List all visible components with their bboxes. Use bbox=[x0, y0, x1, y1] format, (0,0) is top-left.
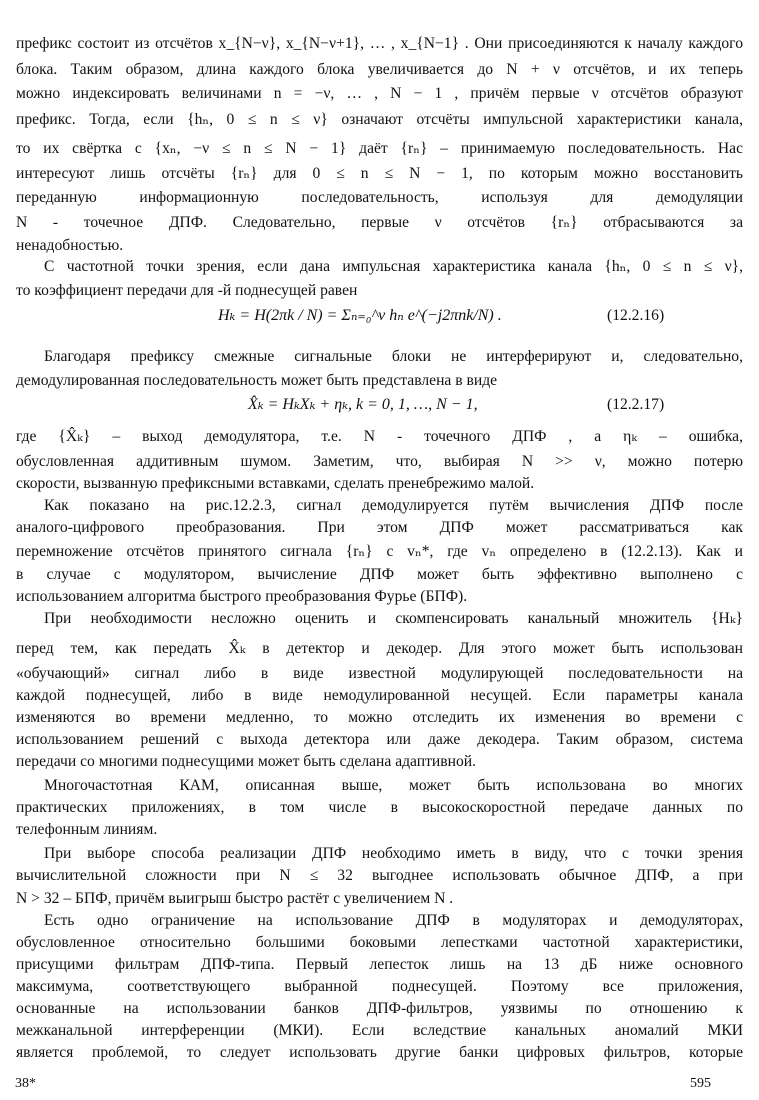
paragraph-line: Есть одно ограничение на использование ДПФ в модуляторах и демодуляторах, bbox=[44, 912, 743, 929]
paragraph-line: в случае с модулятором, вычисление ДПФ может быть эффективно выполнено с bbox=[16, 566, 743, 583]
paragraph-line: межканальной интерференции (МКИ). Если вследствие канальных аномалий МКИ bbox=[16, 1022, 743, 1039]
equation-number: (12.2.16) bbox=[607, 307, 665, 324]
equation: X̂ₖ = HₖXₖ + ηₖ, k = 0, 1, …, N − 1, bbox=[248, 396, 478, 413]
paragraph-line: телефонным линиям. bbox=[16, 821, 158, 838]
paragraph-line: использованием решений с выхода детектора или даже декодера. Таким образом, система bbox=[16, 731, 743, 748]
paragraph-line: обусловленное относительно большими боковыми лепестками частотной характеристики, bbox=[16, 934, 743, 951]
paragraph-line: каждой поднесущей, либо в виде немодулированной несущей. Если параметры канала bbox=[16, 687, 743, 704]
paragraph-line: передачи со многими поднесущими может быть сделана адаптивной. bbox=[16, 753, 477, 770]
paragraph-line: скорости, вызванную префиксными вставками, сделать пренебрежимо малой. bbox=[16, 475, 535, 492]
paragraph-line: то их свёртка с {xₙ, −ν ≤ n ≤ N − 1} даёт {rₙ} – принимаемую последовательность. Нас bbox=[16, 140, 743, 157]
paragraph-line: максимума, соответствующего выбранной поднесущей. Поэтому все приложения, bbox=[16, 978, 743, 995]
paragraph-line: префикс состоит из отсчётов x_{N−ν}, x_{N−ν+1}, … , x_{N−1} . Они присоединяются к началу каждого bbox=[16, 35, 743, 52]
paragraph-line: перед тем, как передать X̂ₖ в детектор и декодер. Для этого может быть использован bbox=[16, 640, 743, 657]
paragraph-line: интересуют лишь отсчёты {rₙ} для 0 ≤ n ≤ N − 1, по которым можно восстановить bbox=[16, 165, 743, 182]
paragraph-line: основанные на использовании банков ДПФ-фильтров, уязвимы по отношению к bbox=[16, 1000, 743, 1017]
paragraph-line: вычислительной сложности при N ≤ 32 выгоднее использовать обычное ДПФ, а при bbox=[16, 867, 743, 884]
paragraph-line: С частотной точки зрения, если дана импульсная характеристика канала {hₙ, 0 ≤ n ≤ ν}, bbox=[44, 258, 743, 275]
paragraph-line: Многочастотная КАМ, описанная выше, может быть использована во многих bbox=[44, 777, 743, 794]
paragraph-line: При выборе способа реализации ДПФ необходимо иметь в виду, что с точки зрения bbox=[44, 845, 743, 862]
paragraph-line: Благодаря префиксу смежные сигнальные блоки не интерферируют и, следовательно, bbox=[44, 348, 743, 365]
paragraph-line: где {X̂ₖ} – выход демодулятора, т.е. N - точечного ДПФ , а ηₖ – ошибка, bbox=[16, 428, 743, 445]
printer-signature-mark: 38* bbox=[15, 1076, 36, 1091]
paragraph-line: ненадобностью. bbox=[16, 237, 124, 254]
paragraph-line: изменяются во времени медленно, то можно отследить их изменения во времени с bbox=[16, 709, 743, 726]
paragraph-line: практических приложениях, в том числе в высокоскоростной передаче данных по bbox=[16, 799, 743, 816]
page-number: 595 bbox=[690, 1076, 711, 1091]
paragraph-line: перемножение отсчётов принятого сигнала {rₙ} с vₙ*, где vₙ определено в (12.2.13). Как и bbox=[16, 543, 743, 560]
paragraph-line: N - точечное ДПФ. Следовательно, первые ν отсчётов {rₙ} отбрасываются за bbox=[16, 214, 743, 231]
paragraph-line: При необходимости несложно оценить и скомпенсировать канальный множитель {Hₖ} bbox=[44, 610, 743, 627]
paragraph-line: блока. Таким образом, длина каждого блока увеличивается до N + ν отсчётов, и их теперь bbox=[16, 61, 743, 78]
equation-number: (12.2.17) bbox=[607, 396, 665, 413]
paragraph-line: переданную информационную последовательность, используя для демодуляции bbox=[16, 189, 743, 206]
equation: Hₖ = H(2πk / N) = Σₙ₌₀^ν hₙ e^(−j2πnk/N) . bbox=[218, 307, 502, 324]
paragraph-line: присущими фильтрам ДПФ-типа. Первый лепесток лишь на 13 дБ ниже основного bbox=[16, 956, 743, 973]
paragraph-line: то коэффициент передачи для -й поднесущей равен bbox=[16, 282, 358, 299]
paragraph-line: N > 32 – БПФ, причём выигрыш быстро растёт с увеличением N . bbox=[16, 890, 454, 907]
paragraph-line: демодулированная последовательность может быть представлена в виде bbox=[16, 372, 498, 389]
paragraph-line: обусловленная аддитивным шумом. Заметим, что, выбирая N >> ν, можно потерю bbox=[16, 453, 743, 470]
paragraph-line: является проблемой, то следует использовать другие банки цифровых фильтров, которые bbox=[16, 1044, 743, 1061]
paragraph-line: аналого-цифрового преобразования. При этом ДПФ может рассматриваться как bbox=[16, 519, 743, 536]
paragraph-line: Как показано на рис.12.2.3, сигнал демодулируется путём вычисления ДПФ после bbox=[44, 497, 743, 514]
paragraph-line: префикс. Тогда, если {hₙ, 0 ≤ n ≤ ν} означают отсчёты импульсной характеристики канала, bbox=[16, 111, 743, 128]
paragraph-line: можно индексировать величинами n = −ν, … , N − 1 , причём первые ν отсчётов образуют bbox=[16, 85, 743, 102]
paragraph-line: использованием алгоритма быстрого преобразования Фурье (БПФ). bbox=[16, 588, 468, 605]
paragraph-line: «обучающий» сигнал либо в виде известной модулирующей последовательности на bbox=[16, 665, 743, 682]
